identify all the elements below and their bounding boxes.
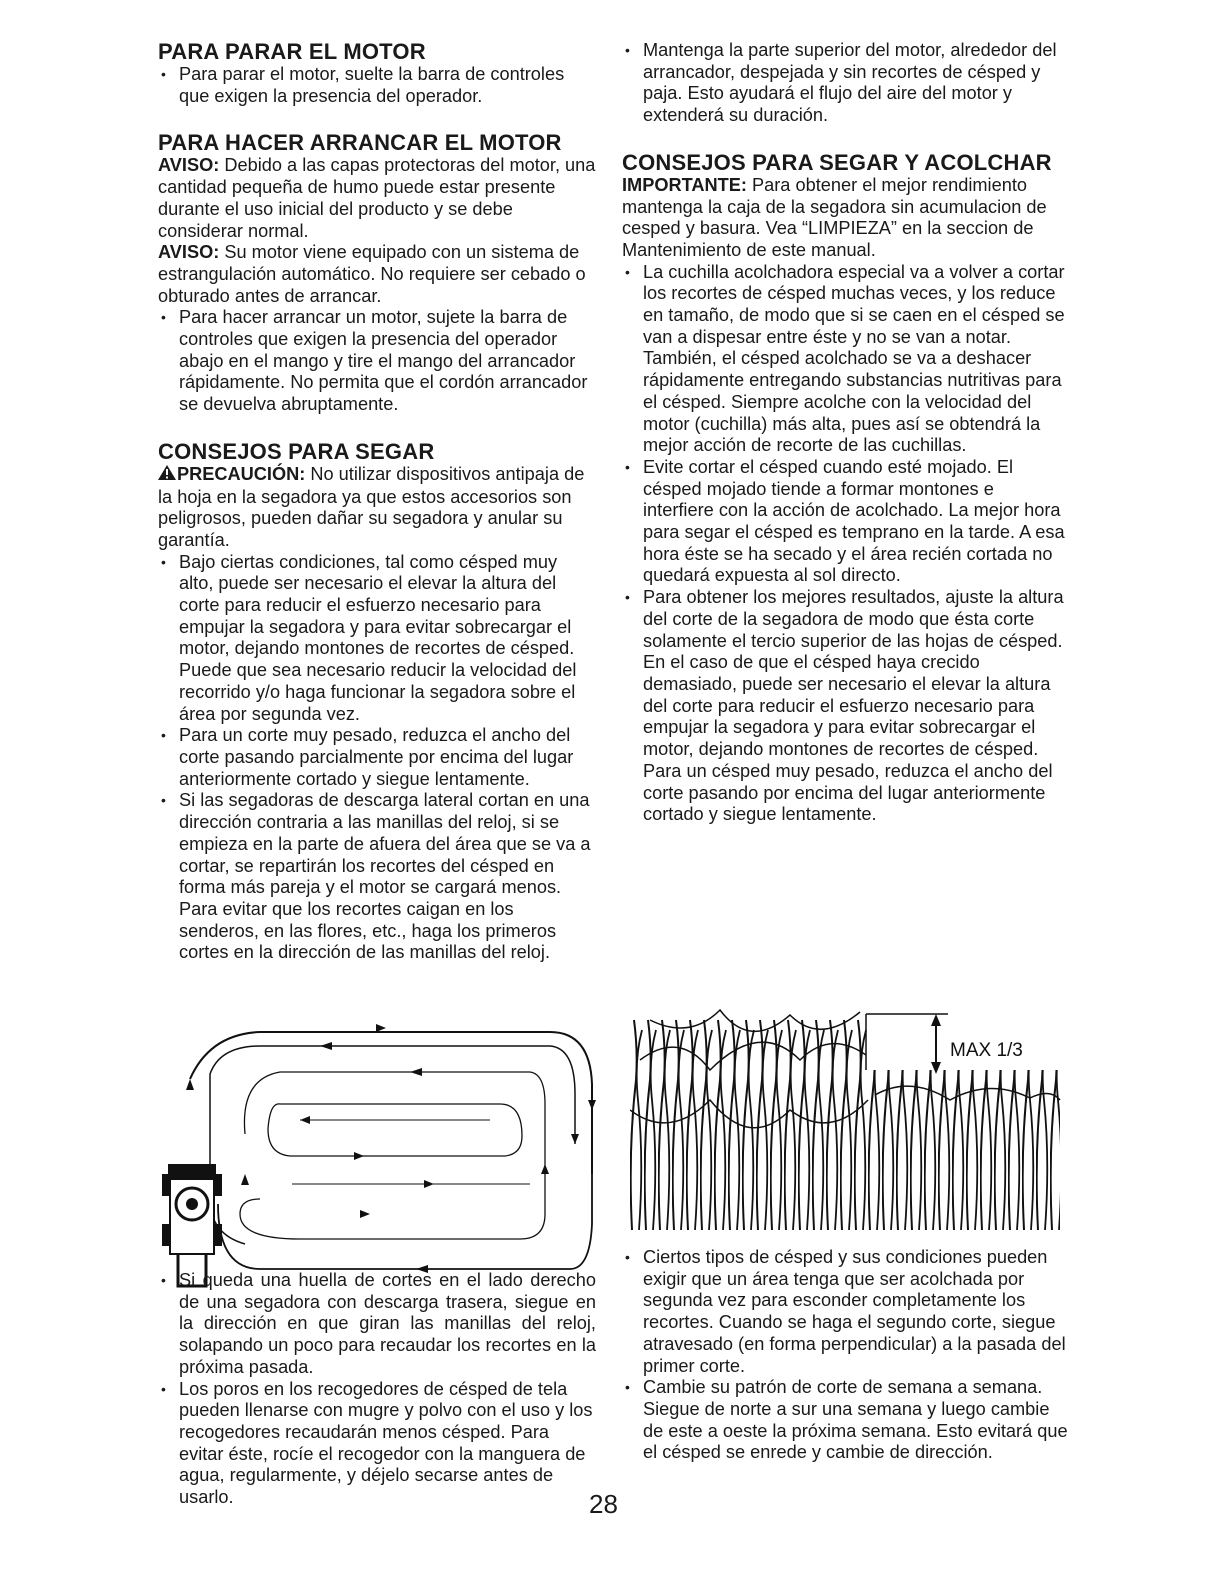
list-consejos-segar-cont (158, 1270, 596, 1509)
list-item: • Si queda una huella de cortes en el lado derecho de una segadora con descarga trasera, siegue en la dirección en que giran las manillas del reloj, solapando un poco para recaudar los recortes en la próxima pasada. (158, 1270, 596, 1379)
list-segar-acolchar-cont (622, 1247, 1068, 1464)
aviso-label: AVISO: (158, 242, 220, 263)
list-item: • Para un corte muy pesado, reduzca el ancho del corte pasando parcialmente por encima del lugar anteriormente cortado y siegue lentamente. (158, 725, 596, 790)
page-number: 28 (589, 1489, 618, 1519)
list-parar-motor (158, 64, 596, 107)
list-item: • Cambie su patrón de corte de semana a semana. Siegue de norte a sur una semana y luego cambie de este a oeste la próxima semana. Esto evitará que el césped se enrede y cambie de dirección. (622, 1377, 1068, 1464)
importante-paragraph (622, 175, 1068, 262)
aviso-paragraph-1 (158, 155, 596, 242)
precaucion-label: PRECAUCIÓN: (177, 463, 306, 484)
list-item: • Para parar el motor, suelte la barra de controles que exigen la presencia del operador. (158, 64, 596, 107)
right-column-continuation (622, 1247, 1068, 1464)
list-item: • Para hacer arrancar un motor, sujete la barra de controles que exigen la presencia del operador abajo en el mango y tire el mango del arrancador rápidamente. No permita que el cordón arrancador se devuelva abruptamente. (158, 307, 596, 416)
left-column (158, 40, 596, 964)
aviso-text: Su motor viene equipado con un sistema de estrangulación automático. No requiere ser cebado o obturado antes de arrancar. (158, 242, 586, 306)
height-arrow-icon (931, 1014, 941, 1074)
list-item: • La cuchilla acolchadora especial va a volver a cortar los recortes de césped muchas veces, y los reduce en tamaño, de modo que si se caen en el césped se van a dispesar entre éste y no se van a notar. También, el césped acolchado se va a deshacer rápidamente entregando substancias nutritivas para el césped. Siempre acolche con la velocidad del motor (cuchilla) más alta, pues así se obtendrá la mejor acción de recorte de las cuchillas. (622, 262, 1068, 457)
list-item: • Mantenga la parte superior del motor, alrededor del arrancador, despejada y sin recortes de césped y paja. Esto ayudará el flujo del aire del motor y extenderá su duración. (622, 40, 1068, 127)
precaucion-text: No utilizar dispositivos antipaja de la hoja en la segadora ya que estos accesorios son peligrosos, pueden dañar su segadora y anular su garantía. (158, 463, 585, 550)
list-consejos-segar (158, 552, 596, 964)
grass-cut-height-figure (630, 1000, 1070, 1230)
aviso-label: AVISO: (158, 155, 220, 176)
left-column-continuation (158, 1270, 596, 1509)
list-item: • Si las segadoras de descarga lateral cortan en una dirección contraria a las manillas del reloj, si se empieza en la parte de afuera del área que se va a cortar, se repartirán los recortes del césped en forma más pareja y el motor se cargará menos. Para evitar que los recortes caigan en los senderos, en las flores, etc., haga los primeros cortes en la dirección de las manillas del reloj. (158, 790, 596, 964)
max-label: MAX 1/3 (950, 1040, 1023, 1061)
list-item: • Los poros en los recogedores de césped de tela pueden llenarse con mugre y polvo con el uso y los recogedores recaudarán menos césped. Para evitar éste, rocíe el recogedor con la manguera de agua, regularmente, y déjelo secarse antes de usarlo. (158, 1379, 596, 1509)
section-title-consejos-segar: CONSEJOS PARA SEGAR (158, 438, 435, 464)
warning-triangle-icon (158, 465, 176, 487)
list-top-right (622, 40, 1068, 127)
section-title-parar-motor: PARA PARAR EL MOTOR (158, 39, 426, 64)
section-title-segar-acolchar: CONSEJOS PARA SEGAR Y ACOLCHAR (622, 149, 1052, 175)
list-item: • Para obtener los mejores resultados, ajuste la altura del corte de la segadora de modo que ésta corte solamente el tercio superior de las hojas de césped. En el caso de que el césped haya crecido demasiado, puede ser necesario el elevar la altura del corte para reducir el esfuerzo necesario para empujar la segadora y para evitar sobrecargar el motor, dejando montones de recortes de césped. Para un césped muy pesado, reduzca el ancho del corte pasando por encima del lugar anteriormente cortado y siegue lentamente. (622, 587, 1068, 826)
mowing-pattern-figure (150, 1024, 610, 1294)
importante-text: Para obtener el mejor rendimiento mantenga la caja de la segadora sin acumulacion de cesped y basura. Vea “LIMPIEZA” en la seccion de Mantenimiento de este manual. (622, 174, 1047, 260)
list-item: • Ciertos tipos de césped y sus condiciones pueden exigir que un área tenga que ser acolchada por segunda vez para esconder completamente los recortes. Cuando se haga el segundo corte, siegue atravesado (en forma perpendicular) a la pasada del primer corte. (622, 1247, 1068, 1377)
precaucion-paragraph (158, 464, 596, 552)
aviso-paragraph-2 (158, 242, 596, 307)
list-segar-acolchar (622, 262, 1068, 826)
aviso-text: Debido a las capas protectoras del motor, una cantidad pequeña de humo puede estar presente durante el uso inicial del producto y se debe considerar normal. (158, 155, 596, 241)
importante-label: IMPORTANTE: (622, 174, 747, 195)
section-title-arrancar-motor: PARA HACER ARRANCAR EL MOTOR (158, 130, 562, 156)
right-column (622, 40, 1068, 826)
mower-icon (162, 1164, 222, 1286)
list-item: • Evite cortar el césped cuando esté mojado. El césped mojado tiende a formar montones e interfiere con la acción de acolchado. La mejor hora para segar el césped es temprano en la tarde. A esa hora éste se ha secado y el área recién cortada no quedará expuesta al sol directo. (622, 457, 1068, 587)
list-item: • Bajo ciertas condiciones, tal como césped muy alto, puede ser necesario el elevar la altura del corte para reducir el esfuerzo necesario para empujar la segadora y para evitar sobrecargar el motor, dejando montones de recortes de césped. Puede que sea necesario reducir la velocidad del recorrido y/o haga funcionar la segadora sobre el área por segunda vez. (158, 552, 596, 726)
list-arrancar-motor (158, 307, 596, 416)
